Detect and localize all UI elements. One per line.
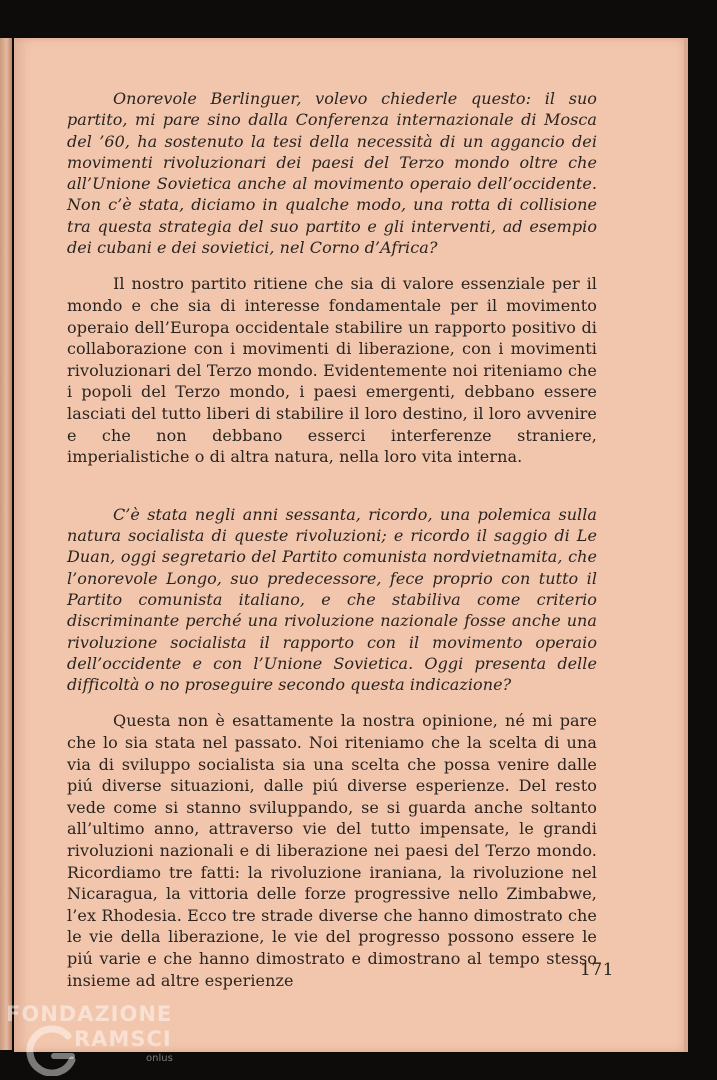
interview-question-1: Onorevole Berlinguer, volevo chiederle questo: il suo partito, mi pare sino dalla Conferenza internazionale di Mosca del ’60, ha sostenuto la tesi della necessità di un aggancio dei movimenti rivoluzionari dei paesi del Terzo mondo oltre che all’Unione Sovietica anche al movimento operaio dell’occidente. Non c’è stata, diciamo in qualche modo, una rotta di collisione tra questa strategia del suo partito e gli interventi, ad esempio dei cubani e dei sovietici, nel Corno d’Africa? bbox=[67, 89, 597, 258]
page-number: 171 bbox=[580, 960, 614, 980]
adjacent-page-edge bbox=[0, 38, 12, 1050]
page-text-block bbox=[67, 88, 597, 991]
interview-question-2: C’è stata negli anni sessanta, ricordo, una polemica sulla natura socialista di queste rivoluzioni; e ricordo il saggio di Le Duan, oggi segretario del Partito comunista nordvietnamita, che l’onorevole Longo, suo predecessore, fece proprio con tutto il Partito comunista italiano, e che stabiliva come criterio discriminante perché una rivoluzione nazionale fosse anche una rivoluzione socialista il rapporto con il movimento operaio dell’occidente e con l’Unione Sovietica. Oggi presenta delle difficoltà o no proseguire secondo questa indicazione? bbox=[67, 504, 597, 695]
page-right-edge bbox=[684, 38, 688, 1052]
watermark-onlus: onlus bbox=[146, 1053, 173, 1064]
watermark-line-1: FONDAZIONE bbox=[6, 1002, 173, 1026]
interview-answer-1: Il nostro partito ritiene che sia di valore essenziale per il mondo e che sia di interesse fondamentale per il movimento operaio dell’Europa occidentale stabilire un rapporto positivo di collaborazione con i movimenti di liberazione, con i movimenti rivoluzionari del Terzo mondo. Evidentemente noi riteniamo che i popoli del Terzo mondo, i paesi emergenti, debbano essere lasciati del tutto liberi di stabilire il loro destino, il loro avvenire e che non debbano esserci interferenze straniere, imperialistiche o di altra natura, nella loro vita interna. bbox=[67, 274, 597, 467]
watermark-line-2: RAMSCI bbox=[74, 1027, 172, 1051]
interview-answer-2: Questa non è esattamente la nostra opinione, né mi pare che lo sia stata nel passato. Noi riteniamo che la scelta di una via di sviluppo socialista sia una scelta che possa venire dalle piú diverse situazioni, dalle piú diverse esperienze. Del resto vede come si stanno sviluppando, se si guarda anche soltanto all’ultimo anno, attraverso vie del tutto impensate, le grandi rivoluzioni nazionali e di liberazione nei paesi del Terzo mondo. Ricordiamo tre fatti: la rivoluzione iraniana, la rivoluzione nel Nicaragua, la vittoria delle forze progressive nello Zimbabwe, l’ex Rhodesia. Ecco tre strade diverse che hanno dimostrato che le vie della liberazione, le vie del progresso possono essere le piú varie e che hanno dimostrato e dimostrano al tempo stesso insieme ad altre esperienze bbox=[67, 711, 597, 990]
